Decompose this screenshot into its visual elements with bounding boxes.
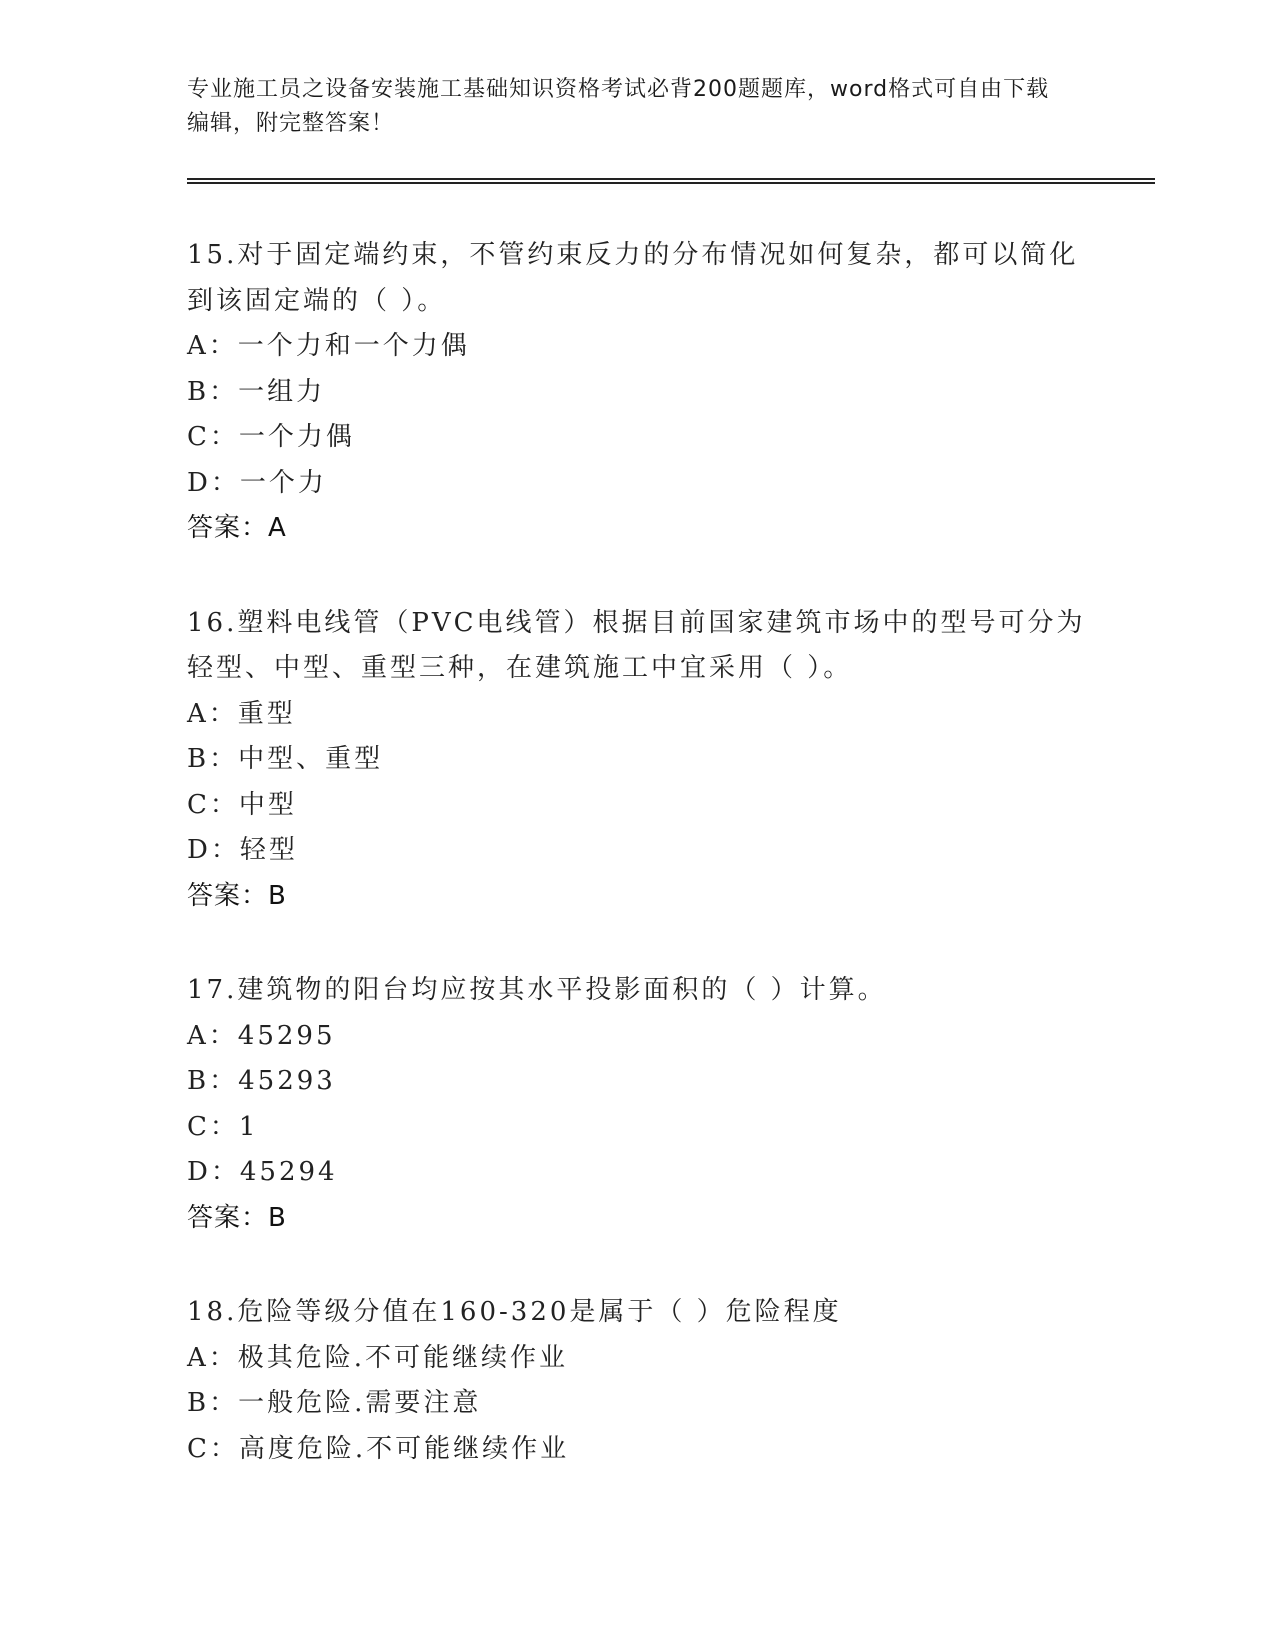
option-d	[187, 828, 1087, 874]
option-key: B：	[187, 1388, 239, 1418]
question-17	[187, 968, 1087, 1241]
option-text: 一个力偶	[238, 422, 355, 452]
option-key: C：	[187, 1433, 239, 1464]
option-text: 一个力	[239, 467, 327, 498]
option-text: 轻型	[239, 835, 298, 865]
option-d	[187, 1150, 1087, 1196]
option-text: 45294	[239, 1157, 338, 1187]
option-key: A：	[187, 1020, 238, 1051]
question-list	[187, 233, 1087, 1521]
option-a	[187, 1336, 1087, 1382]
option-text: 重型	[237, 698, 296, 729]
question-number: 17.	[187, 975, 238, 1005]
question-15	[187, 233, 1087, 552]
option-text: 1	[238, 1111, 259, 1142]
answer-line: 答案：B	[187, 1202, 287, 1233]
option-key: C：	[187, 1111, 239, 1142]
option-text: 一个力和一个力偶	[237, 331, 470, 361]
answer-line: 答案：A	[187, 513, 287, 543]
option-a	[187, 324, 1087, 370]
question-text	[187, 233, 1087, 324]
option-b	[187, 370, 1087, 416]
option-key: A：	[187, 1342, 238, 1373]
header-divider	[187, 178, 1155, 184]
question-text	[187, 1290, 1087, 1336]
question-text	[187, 601, 1087, 692]
option-key: A：	[187, 698, 238, 729]
document-header: 专业施工员之设备安装施工基础知识资格考试必背200题题库，word格式可自由下载编辑，附完整答案！	[187, 77, 1050, 136]
option-text: 中型	[238, 789, 297, 820]
option-key: D：	[187, 1157, 240, 1187]
option-text: 45293	[238, 1066, 336, 1096]
option-d	[187, 461, 1087, 507]
option-text: 极其危险.不可能继续作业	[237, 1342, 569, 1373]
question-number: 18.	[187, 1297, 238, 1327]
option-c	[187, 1105, 1087, 1151]
option-key: B：	[187, 376, 239, 407]
option-b	[187, 1381, 1087, 1427]
question-stem: 塑料电线管（PVC电线管）根据目前国家建筑市场中的型号可分为轻型、中型、重型三种，在建筑施工中宜采用（ ）。	[187, 607, 1086, 683]
option-key: A：	[187, 331, 238, 361]
option-a	[187, 692, 1087, 738]
option-key: B：	[187, 744, 239, 774]
question-text	[187, 968, 1087, 1014]
option-text: 一组力	[238, 376, 326, 407]
option-c	[187, 783, 1087, 829]
question-number: 15.	[187, 240, 238, 270]
option-c	[187, 1427, 1087, 1473]
option-b	[187, 737, 1087, 783]
question-number: 16.	[187, 607, 238, 638]
question-stem: 建筑物的阳台均应按其水平投影面积的（ ）计算。	[237, 975, 887, 1005]
question-16	[187, 601, 1087, 920]
question-18	[187, 1290, 1087, 1472]
option-a	[187, 1014, 1087, 1060]
option-text: 高度危险.不可能继续作业	[238, 1433, 570, 1464]
option-text: 45295	[237, 1020, 336, 1051]
question-stem: 危险等级分值在160-320是属于（ ）危险程度	[237, 1297, 842, 1327]
answer-line: 答案：B	[187, 880, 287, 911]
option-key: D：	[187, 467, 240, 498]
option-key: C：	[187, 422, 239, 452]
option-key: D：	[187, 835, 240, 865]
option-c	[187, 415, 1087, 461]
option-b	[187, 1059, 1087, 1105]
option-text: 一般危险.需要注意	[238, 1388, 482, 1418]
option-text: 中型、重型	[238, 744, 384, 774]
option-key: B：	[187, 1066, 239, 1096]
option-key: C：	[187, 789, 239, 820]
question-stem: 对于固定端约束，不管约束反力的分布情况如何复杂，都可以简化到该固定端的（ ）。	[187, 240, 1079, 316]
